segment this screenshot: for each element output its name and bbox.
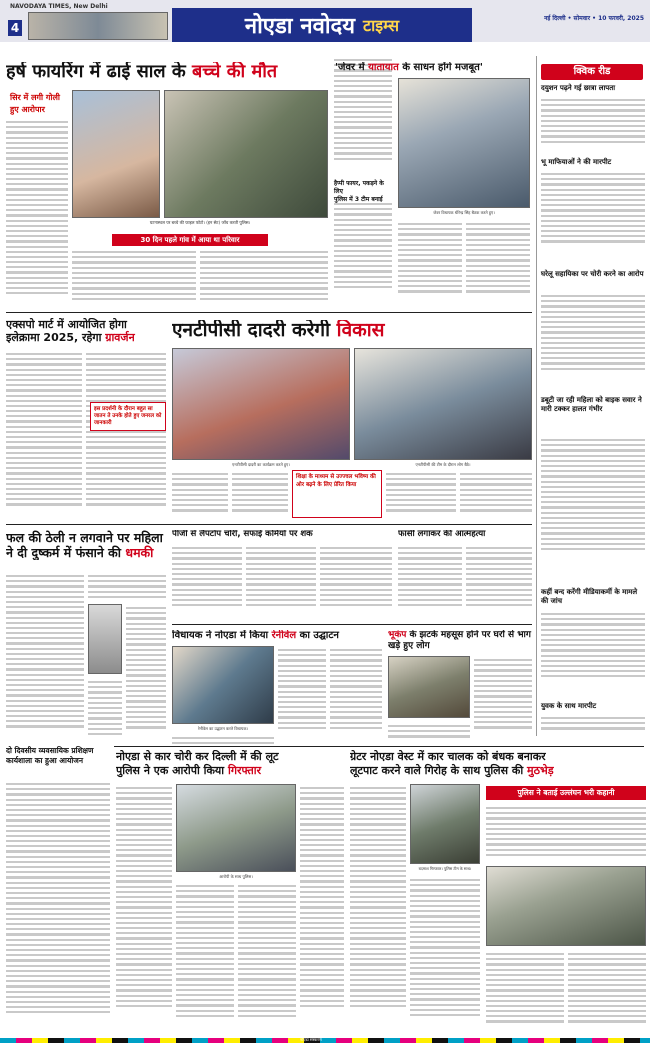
- suicide-body-col1: [398, 544, 462, 620]
- lead-headline-part2: बच्चे की मौत: [191, 62, 278, 82]
- car-body-col3: [176, 882, 234, 1036]
- masthead-landmark-image: [28, 12, 168, 40]
- lead-headline: [6, 62, 331, 82]
- quickread-item-6-title: युवक के साथ मारपीट: [541, 702, 597, 710]
- ntpc-photo-2: [354, 348, 532, 460]
- car-headline-line2: पुलिस ने एक आरोपी किया: [116, 764, 228, 777]
- car-headline: [116, 750, 342, 778]
- gn-headline-line2: लूटपाट करने वाले गिरोह के साथ पुलिस की: [350, 764, 528, 777]
- quickread-item-1-title: दयुशन पढ़ने गई छात्रा लापता: [541, 84, 616, 92]
- violation-body-col3: [568, 950, 646, 1036]
- mla-body-col1: [278, 646, 326, 744]
- car-photo: [176, 784, 296, 872]
- dateline: नई दिल्ली • सोमवार • 10 फरवरी, 2025: [544, 15, 644, 22]
- mla-body-col3: [172, 734, 274, 744]
- laptop-headline: पीजी से लैपटॉप चोरी, सफाई कर्मियों पर शक: [172, 530, 313, 539]
- quickread-item-1-body: [541, 96, 645, 156]
- gn-headline-line2-accent: मुठभेड़: [527, 764, 554, 777]
- car-body-col2: [300, 784, 344, 1036]
- quickread-item-2-title: भू माफियाओं ने की मारपीट: [541, 158, 612, 166]
- quake-headline-part1: भूकंप: [388, 630, 407, 640]
- car-body-col4: [238, 882, 296, 1036]
- gn-photo: [410, 784, 480, 864]
- masthead: [0, 0, 650, 42]
- suicide-headline: फांसी लगाकर की आत्महत्या: [398, 530, 486, 539]
- violation-title: पुलिस ने बताई उल्लंघन भरी कहानी: [486, 786, 646, 800]
- car-headline-line1: नोएडा से कार चोरी कर दिल्ली में की लूट: [116, 750, 279, 763]
- divider-1: [6, 312, 532, 313]
- threat-headline-line1: फल की ठेली न लगवाने पर महिला: [6, 530, 163, 545]
- expo-headline-line2-accent: ग्रावर्जन: [105, 331, 135, 344]
- divider-3: [172, 624, 532, 625]
- suicide-body-col2: [466, 544, 532, 620]
- ntpc-headline-part1: एनटीपीसी दादरी करेगी: [172, 320, 337, 341]
- lead-photo-group: [72, 90, 328, 228]
- divider-4: [114, 746, 644, 747]
- lead-sub2: हुए आरोपार: [10, 105, 45, 114]
- transport-headline-part2: यातायात: [368, 62, 399, 73]
- threat-photo: [88, 604, 122, 674]
- threat-headline-line2-accent: धमकी: [125, 545, 154, 560]
- transport-body-col1: [398, 220, 462, 310]
- car-photo-caption: आरोपी के साथ पुलिस।: [219, 874, 253, 879]
- divider-2: [6, 524, 532, 525]
- mla-headline: [172, 630, 382, 641]
- mla-headline-part1: विधायक ने नोएडा में किया: [172, 630, 272, 641]
- masthead-title-3: टाइम्स: [363, 16, 400, 35]
- car-headline-line2-accent: गिरफ्तार: [228, 764, 262, 777]
- laptop-body-col2: [246, 544, 316, 620]
- lead-headline-part1: हर्ष फायरिंग में ढाई साल के: [6, 62, 192, 82]
- lead-second-head-line2: पुलिस में 3 टीम बनाई: [334, 196, 383, 203]
- transport-photo-caption: जेवर विधायक धीरेन्द्र सिंह बैठक करते हुए।: [433, 210, 495, 215]
- lead-second-head-line1: हैप्पी फायर, पकड़ने के लिए: [334, 180, 384, 195]
- expo-headline: [6, 318, 166, 344]
- threat-body-col1: [6, 572, 84, 742]
- lead-sub1: सिर में लगी गोली: [10, 93, 60, 102]
- ntpc-caption-1: एनटीपीसी दादरी का कार्यक्रम करते हुए।: [232, 462, 290, 467]
- threat-body-col3: [126, 604, 166, 742]
- masthead-title-bar: [172, 8, 472, 42]
- ntpc-box: शिक्षा के माध्यम से उज्ज्वल भविष्य की ओर बढ़ने के लिए प्रेरित किया: [292, 470, 382, 518]
- masthead-title-1: नोएडा: [244, 14, 293, 39]
- lead-photo-caption: घटनास्थल पर बच्चे की फाइल फोटो। (इन सेट) जाँच करती पुलिस।: [149, 220, 251, 225]
- lead-photo-inset: [164, 90, 328, 218]
- ntpc-headline-part2: विकास: [336, 320, 385, 341]
- quickread-item-5-title: कहीं बन्द करेंगी मीडियाकर्मी के मामले की जांच: [541, 588, 638, 605]
- laptop-body-col3: [320, 544, 392, 620]
- mla-body-col2: [330, 646, 382, 744]
- expo-body-col2: [86, 350, 166, 520]
- transport-headline: [335, 62, 530, 73]
- ntpc-body-col4: [460, 470, 532, 520]
- quake-body-col2: [388, 722, 470, 744]
- car-body-col1: [116, 784, 172, 1036]
- transport-headline-part3: के साधन होंगे मजबूत': [398, 62, 483, 73]
- quickread-item-4-body: [541, 436, 645, 586]
- threat-headline: [6, 530, 166, 560]
- mla-headline-part3: का उद्घाटन: [296, 630, 339, 641]
- gn-headline-line1: ग्रेटर नोएडा वेस्ट में कार चालक को बंधक बनाकर: [350, 750, 546, 763]
- mla-photo-caption: रेनीवेल का उद्घाटन करते विधायक।: [198, 726, 248, 731]
- mla-headline-part2: रेनीवेल: [271, 630, 297, 641]
- lead-body-col2: [72, 248, 196, 310]
- ntpc-body-col2: [232, 470, 288, 520]
- lead-photo-main: [72, 90, 160, 218]
- quake-headline-part2: के झटके महसूस होने पर घरों से भाग खड़े हुए लोग: [388, 630, 531, 651]
- quickread-item-2-body: [541, 170, 645, 266]
- ntpc-headline: [172, 320, 532, 341]
- workshop-body: [6, 780, 110, 1036]
- gn-body-col1: [350, 784, 406, 1036]
- ntpc-caption-2: एनटीपीसी की टीम के दौरान लोग बैठे।: [415, 462, 471, 467]
- page-number: 4: [8, 20, 22, 36]
- quake-headline: [388, 630, 532, 652]
- quake-body-col1: [474, 656, 532, 744]
- ntpc-body-col3: [386, 470, 456, 520]
- ntpc-body-col1: [172, 470, 228, 520]
- mla-photo: [172, 646, 274, 724]
- expo-pull-quote: इस प्रदर्शनी के दौरान बहुत सा जातन ते उनके होते हुए जनरल को जानकारी: [90, 402, 166, 431]
- quickread-item-4-title: डबूटी जा रही महिला को बाइक सवार ने मारी टक्कर हालत गंभीर: [541, 396, 642, 413]
- transport-body-col2: [466, 220, 530, 310]
- lead-body-col5: [334, 200, 392, 310]
- expo-headline-line1: एक्सपो मार्ट में आयोजित होगा: [6, 318, 127, 331]
- threat-headline-line2: ने दी दुष्कर्म में फंसाने की: [6, 545, 126, 560]
- quickread-item-6-body: [541, 714, 645, 736]
- quickread-sidebar: [536, 56, 646, 736]
- transport-photo: [398, 78, 530, 208]
- gn-body-col2: [410, 876, 480, 1036]
- quickread-item-3-body: [541, 292, 645, 392]
- gn-photo-caption: बदमाश गिरफ्तार। पुलिस टीम के साथ।: [418, 866, 472, 871]
- footer-print-line: [0, 1038, 650, 1043]
- lead-body-col3: [200, 248, 328, 310]
- expo-body-col1: [6, 350, 82, 520]
- footer-print-label: नोएडा संस्करण: [300, 1037, 322, 1042]
- threat-body-col2: [88, 572, 166, 602]
- threat-body-col4: [88, 678, 122, 742]
- gn-headline: [350, 750, 646, 778]
- ntpc-photo-1: [172, 348, 350, 460]
- quickread-title: क्विक रीड: [541, 64, 643, 80]
- violation-body-col1: [486, 804, 646, 864]
- masthead-title-2: नवोदय: [300, 14, 356, 39]
- expo-headline-line2: इलेक्रामा 2025, रहेगा: [6, 331, 106, 344]
- quake-photo: [388, 656, 470, 718]
- lead-callout: 30 दिन पहले गांव में आया था परिवार: [112, 234, 268, 246]
- masthead-left-label: NAVODAYA TIMES, New Delhi: [10, 3, 108, 10]
- lead-body-col1: [6, 118, 68, 310]
- quickread-item-5-body: [541, 610, 645, 700]
- violation-body-col2: [486, 950, 564, 1036]
- violation-photo: [486, 866, 646, 946]
- lead-body-col4: [334, 56, 392, 176]
- transport-headline-part1: 'जेवर में: [335, 62, 369, 73]
- quickread-item-3-title: घरेलू सहायिका पर चोरी करने का आरोप: [541, 270, 644, 278]
- laptop-body-col1: [172, 544, 242, 620]
- workshop-headline: दो दिवसीय व्यवसायिक प्रशिक्षण कार्यशाला का हुआ आयोजन: [6, 746, 94, 765]
